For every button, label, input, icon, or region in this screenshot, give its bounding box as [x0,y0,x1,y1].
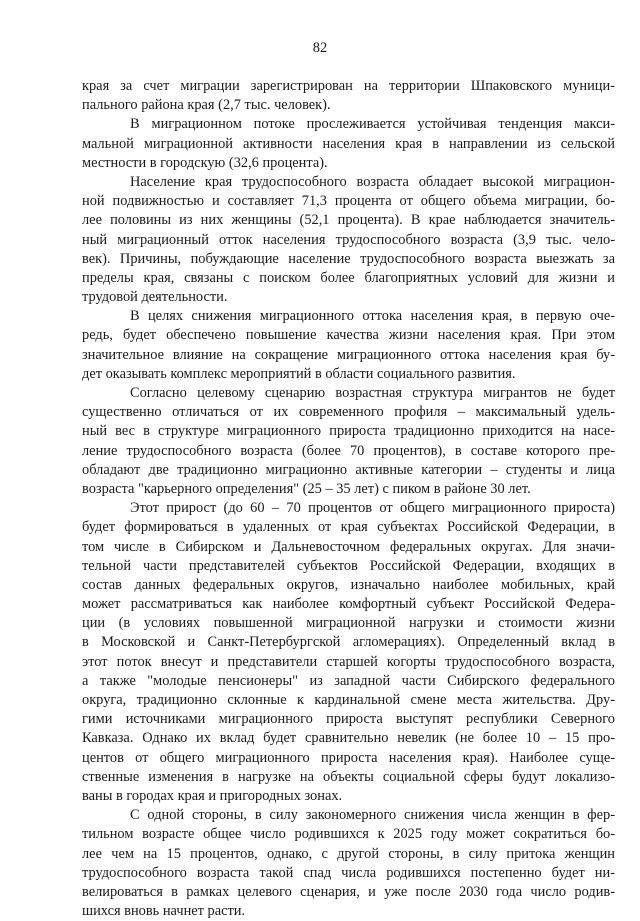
text-line: ваны в городах края и пригородных зонах. [82,787,343,804]
text-line: ции (в условиях повышенной миграционной нагрузки и стоимости жизни [82,615,615,632]
text-line: а также "молодые пенсионеры" из западной части Сибирского федерального [82,672,615,689]
text-line: гими источниками миграционного прироста выступят республики Северного [82,711,615,728]
text-line: существенно отличаться от их современного профиля – максимальный удель- [82,404,615,421]
paragraph [82,806,615,921]
paragraph [82,384,615,499]
text-line: края за счет миграции зарегистрирован на территории Шпаковского муници- [82,78,615,94]
text-line: В миграционном потоке прослеживается устойчивая тенденция макси- [130,116,615,133]
paragraph [82,77,615,115]
text-line: состав данных федеральных округов, изначально наиболее мобильных, край [82,576,615,593]
text-line: Кавказа. Однако их вклад будет сравнительно невелик (не более 10 – 15 про- [82,730,615,747]
text-line: лее половины из них женщины (52,1 процента). В крае наблюдается значитель- [82,212,615,229]
text-line: шихся вновь начнет расти. [82,903,246,920]
text-line: может рассматриваться как наиболее комфортный субъект Российской Федера- [82,596,615,613]
text-line: тильном возрасте общее число родившихся к 2025 году может сократиться бо- [82,826,615,843]
paragraph [82,499,615,806]
text-line: местности в городскую (32,6 процента). [82,154,328,171]
document-body [82,77,615,921]
text-line: Этот прирост (до 60 – 70 процентов от общего миграционного прироста) [130,500,615,517]
text-line: этот поток внесут и представители старшей когорты трудоспособного возраста, [82,653,615,670]
text-line: С одной стороны, в силу закономерного снижения числа женщин в фер- [130,807,615,824]
paragraph [82,173,615,307]
text-line: Население края трудоспособного возраста обладает высокой миграцион- [130,173,615,190]
text-line: Согласно целевому сценарию возрастная структура мигрантов не будет [130,385,615,401]
text-line: редь, будет обеспечено повышение качества жизни населения края. При этом [82,327,615,344]
text-line: округа, традиционно склонные к кардинальной смене места жительства. Дру- [82,692,615,708]
text-line: тельной части представителей субъектов Российской Федерации, входящих в [82,557,615,574]
text-line: пального района края (2,7 тыс. человек). [82,97,331,114]
text-line: трудовой деятельности. [82,289,228,306]
text-line: трудоспособного возраста такой спад числа родившихся постепенно будет ни- [82,864,615,881]
text-line: ственные изменения в нагрузке на объекты социальной сферы будут локализо- [82,768,615,785]
text-line: ление трудоспособного возраста (более 70 процентов), в составе которого пре- [82,442,615,459]
paragraph [82,307,615,384]
paragraph [82,115,615,173]
text-line: мальной миграционной активности населения края в направлении из сельской [82,135,615,152]
text-line: ной подвижностью и составляет 71,3 процента от общего объема миграции, бо- [82,193,615,210]
text-line: в Московской и Санкт-Петербургской агломерациях). Определенный вклад в [82,634,615,651]
text-line: лее чем на 15 процентов, однако, с другой стороны, в силу притока женщин [82,845,615,862]
page-number: 82 [312,40,328,56]
text-line: центов от общего миграционного прироста населения края). Наиболее суще- [82,749,615,766]
text-line: значительное влияние на сокращение миграционного оттока населения края бу- [82,346,615,363]
text-line: ный миграционный отток населения трудоспособного возраста (3,9 тыс. чело- [82,231,615,248]
text-line: том числе в Сибирском и Дальневосточном федеральных округах. Для значи- [82,538,615,555]
text-line: ный вес в структуре миграционного прироста традиционно приходится на насе- [82,423,615,440]
text-line: век). Причины, побуждающие население трудоспособного возраста выезжать за [82,250,615,267]
text-line: велироваться в рамках целевого сценария, и уже после 2030 года число родив- [82,883,615,900]
text-line: будет формироваться в удаленных от края субъектах Российской Федерации, в [82,519,615,536]
text-line: возраста "карьерного определения" (25 – 35 лет) с пиком в районе 30 лет. [82,480,531,497]
text-line: обладают две традиционно миграционно активные категории – студенты и лица [82,461,615,478]
text-line: В целях снижения миграционного оттока населения края, в первую оче- [130,308,615,325]
text-line: дет оказывать комплекс мероприятий в области социального развития. [82,365,516,382]
text-line: пределы края, связаны с поиском более благоприятных условий для жизни и [82,269,615,286]
